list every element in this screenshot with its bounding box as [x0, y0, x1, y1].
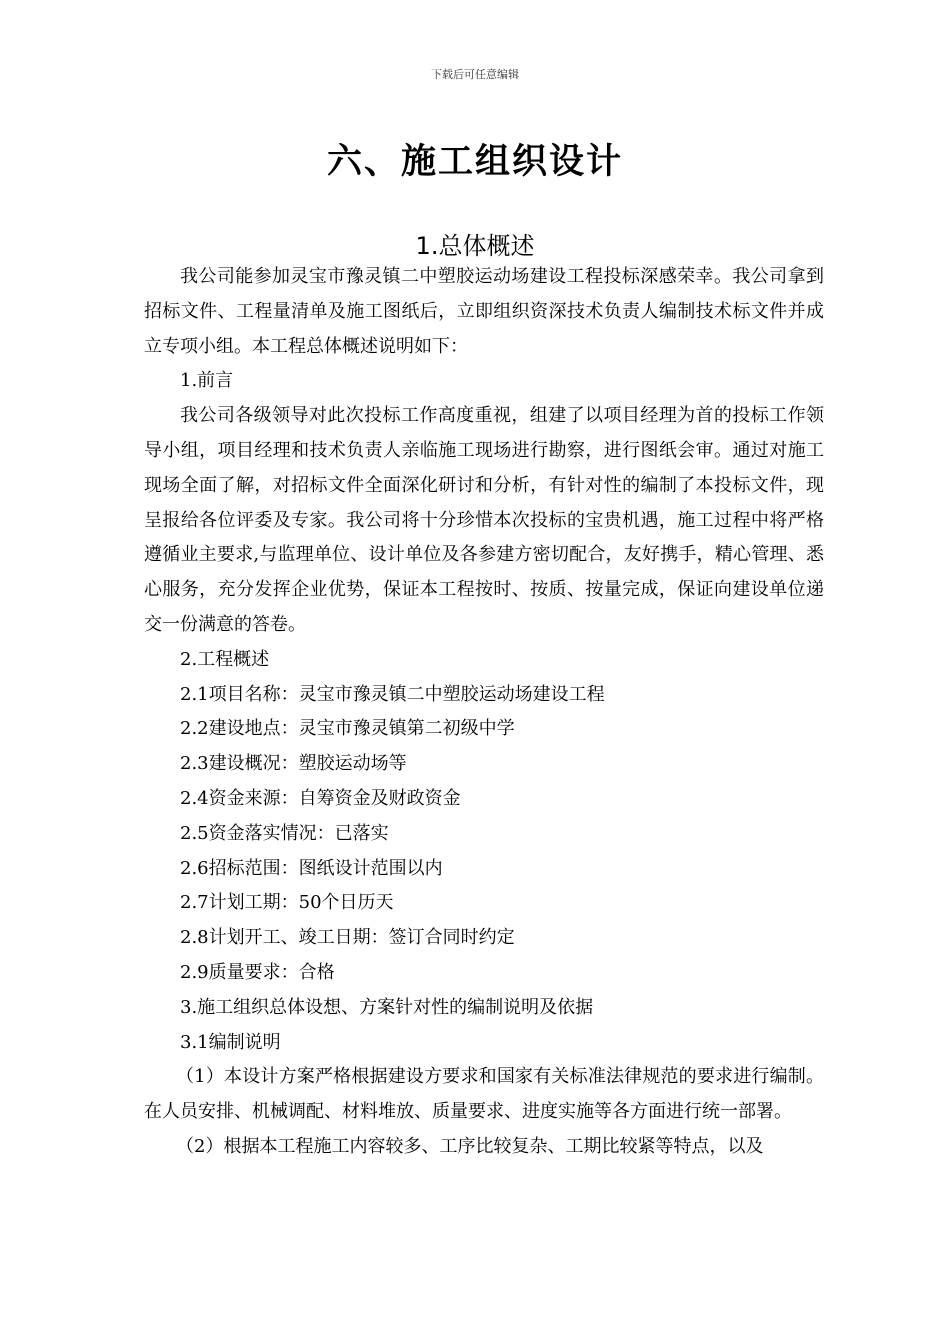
page-header-note: 下载后可任意编辑 [431, 68, 519, 81]
section-heading: 1.总体概述 [415, 232, 535, 260]
list-item: 2.3建设概况：塑胶运动场等 [180, 753, 407, 775]
list-item: 2.6招标范围：图纸设计范围以内 [180, 857, 443, 879]
list-item: 2.4资金来源：自筹资金及财政资金 [180, 787, 461, 809]
intro-paragraph: 我公司能参加灵宝市豫灵镇二中塑胶运动场建设工程投标深感荣幸。我公司拿到招标文件、工程量清单及施工图纸后，立即组织资深技术负责人编制技术标文件并成立专项小组。本工程总体概述说明如下： [144, 266, 824, 357]
list-item: 2.1项目名称：灵宝市豫灵镇二中塑胶运动场建设工程 [180, 683, 605, 705]
list-item: 2.2建设地点：灵宝市豫灵镇第二初级中学 [180, 718, 515, 740]
subsection-heading-overview: 2.工程概述 [180, 648, 270, 670]
subsection-heading-notes: 3.1编制说明 [180, 1031, 281, 1053]
preface-paragraph: 我公司各级领导对此次投标工作高度重视，组建了以项目经理为首的投标工作领导小组，项目经理和技术负责人亲临施工现场进行勘察，进行图纸会审。通过对施工现场全面了解，对招标文件全面深化研讨和分析，有针对性的编制了本投标文件，现呈报给各位评委及专家。我公司将十分珍惜本次投标的宝贵机遇，施工过程中将严格遵循业主要求,与监理单位、设计单位及各参建方密切配合，友好携手，精心管理、悉心服务，充分发挥企业优势，保证本工程按时、按质、按量完成，保证向建设单位递交一份满意的答卷。 [144, 405, 824, 635]
document-title: 六、施工组织设计 [326, 142, 623, 182]
list-item: 2.5资金落实情况：已落实 [180, 822, 389, 844]
subsection-heading-design: 3.施工组织总体设想、方案针对性的编制说明及依据 [180, 996, 594, 1018]
subsection-heading-preface: 1.前言 [180, 370, 234, 392]
list-item: 2.8计划开工、竣工日期：签订合同时约定 [180, 927, 515, 949]
notes-paragraph-2: （2）根据本工程施工内容较多、工序比较复杂、工期比较紧等特点，以及 [176, 1135, 764, 1157]
list-item: 2.9质量要求：合格 [180, 961, 335, 983]
list-item: 2.7计划工期：50个日历天 [180, 892, 394, 914]
notes-paragraph-1: （1）本设计方案严格根据建设方要求和国家有关标准法律规范的要求进行编制。在人员安排、机械调配、材料堆放、质量要求、进度实施等各方面进行统一部署。 [144, 1066, 824, 1123]
document-body [144, 260, 824, 1165]
